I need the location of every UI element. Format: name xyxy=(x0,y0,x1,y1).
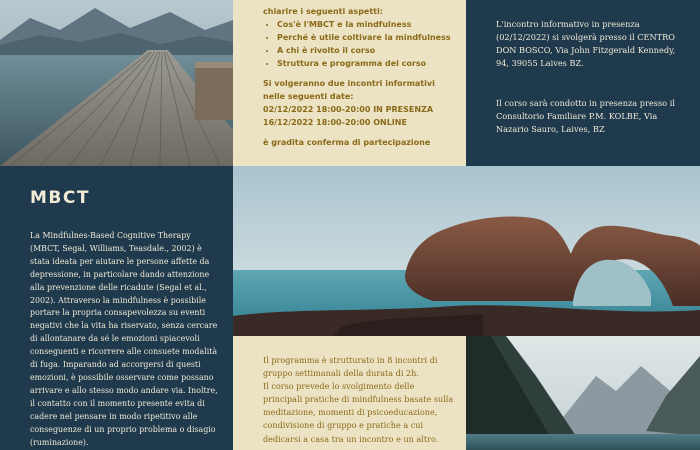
confirmation-note: è gradita conferma di partecipazione xyxy=(263,138,431,147)
aspects-item: • A chi è rivolto il corso xyxy=(277,44,456,57)
info-meetings-panel xyxy=(233,0,466,166)
aspects-list xyxy=(263,18,456,70)
meetings-intro-line2: nelle seguenti date: xyxy=(263,92,354,101)
mbct-description: La Mindfulnes-Based Cognitive Therapy (MBCT, Segal, Williams, Teasdale., 2002) è stata ideata per aiutare le persone affette da depressione, in particolare dando attenzione alla prevenzione delle ricadute (Segal et al., 2002). Attraverso la mindfulness è possibile portare la propria consapevolezza su eventi negativi che la vita ha riservato, senza cercare di allontanare da sé le emozioni spiacevoli conseguenti e ricorrere alle consuete modalità di fuga. Imparando ad accorgersi di questi emozioni, è possibile osservare come possano arrivare e allo stesso modo andare via. Inoltre, il contatto con il momento presente evita di cadere nel pensare in modo ripetitivo alle conseguenze di un proprio problema o disagio (ruminazione). xyxy=(30,231,218,447)
meeting-date-1: 02/12/2022 18:00-20:00 IN PRESENZA xyxy=(263,105,434,114)
venue-panel xyxy=(466,0,700,166)
photo-rock-arch xyxy=(233,166,700,336)
mbct-panel xyxy=(0,166,233,450)
photo-pier-lake xyxy=(0,0,233,166)
meeting-date-2: 16/12/2022 18:00-20:00 ONLINE xyxy=(263,118,407,127)
mbct-title: MBCT xyxy=(30,188,90,208)
program-panel xyxy=(233,336,466,450)
program-paragraph-2: Il corso prevede lo svolgimento delle principali pratiche di mindfulness basate sulla meditazione, momenti di psicoeducazione, condivisione di gruppo e pratiche a cui dedicarsi a casa tra un incontro e un altro. xyxy=(263,381,454,444)
photo-mountain-lake xyxy=(466,336,700,450)
aspects-item: • Cos'è l'MBCT e la mindfulness xyxy=(277,18,456,31)
meetings-intro-line1: Si volgeranno due incontri informativi xyxy=(263,79,435,88)
venue-course: Il corso sarà condotto in presenza presso il Consultorio Familiare P.M. KOLBE, Via Nazario Sauro, Laives, BZ xyxy=(496,98,675,134)
aspects-item: • Perché è utile coltivare la mindfulness xyxy=(277,31,456,44)
aspects-item: • Struttura e programma del corso xyxy=(277,57,456,70)
aspects-intro: chiarire i seguenti aspetti: xyxy=(263,7,383,16)
program-paragraph-1: Il programma è strutturato in 8 incontri di gruppo settimanali della durata di 2h. xyxy=(263,355,438,379)
venue-info: L'incontro informativo in presenza (02/12/2022) si svolgerà presso il CENTRO DON BOSCO, Via John Fitzgerald Kennedy, 94, 39055 Laives BZ. xyxy=(496,19,676,68)
